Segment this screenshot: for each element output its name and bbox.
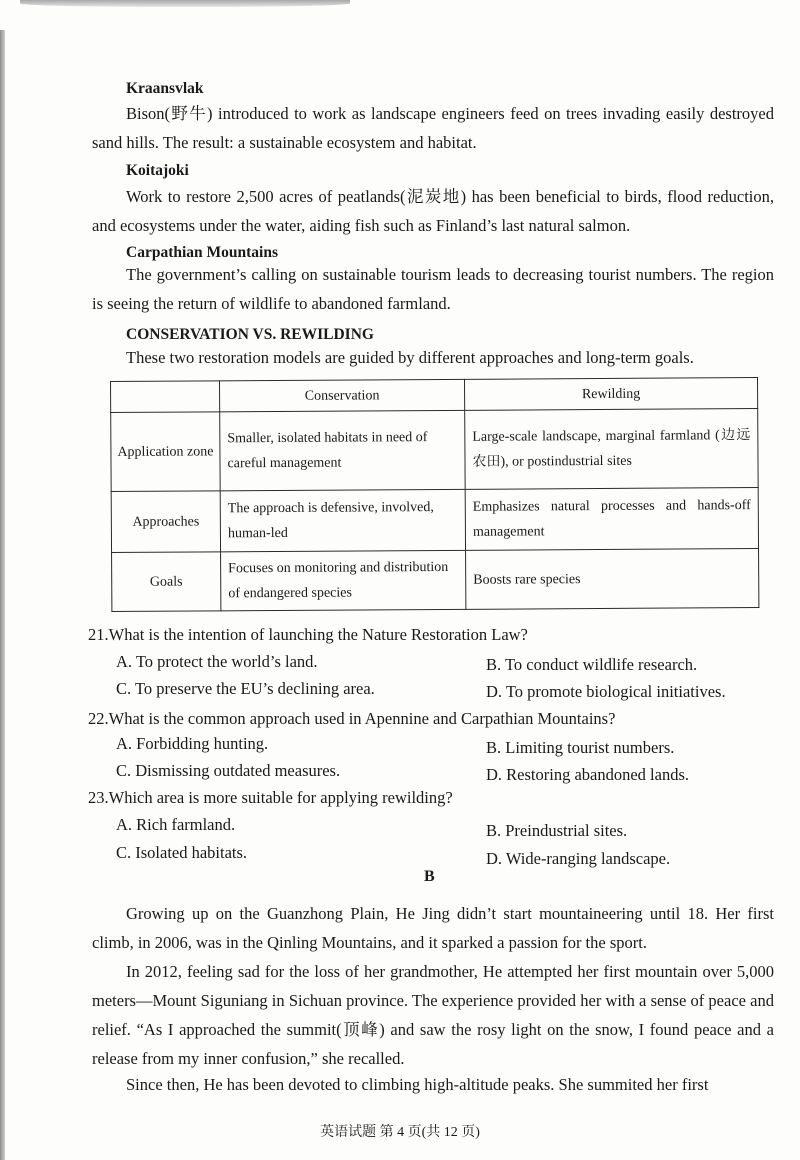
option-23d[interactable]: D. Wide-ranging landscape. [486, 849, 671, 868]
question-number: 23. [88, 788, 109, 807]
cell-rewilding: Large-scale landscape, marginal farmland (边远农田), or postindustrial sites [465, 409, 758, 490]
comparison-table [110, 377, 759, 612]
table-row [111, 488, 758, 553]
passage-b-paragraph-3: Since then, He has been devoted to climbing high-altitude peaks. She summited her first [126, 1075, 709, 1094]
question-21 [88, 625, 528, 645]
option-22d[interactable]: D. Restoring abandoned lands. [486, 765, 690, 784]
table-row [112, 549, 759, 612]
cell-conservation: Focuses on monitoring and distribution of endangered species [221, 550, 466, 610]
option-23c[interactable]: C. Isolated habitats. [116, 843, 248, 862]
heading-kraansvlak: Kraansvlak [126, 80, 204, 97]
table-header-row [111, 378, 758, 413]
heading-comparison: CONSERVATION VS. REWILDING [126, 326, 374, 343]
cell-rewilding: Boosts rare species [466, 549, 759, 610]
option-23a[interactable]: A. Rich farmland. [116, 815, 236, 834]
question-stem: What is the intention of launching the Nature Restoration Law? [108, 625, 528, 644]
question-stem: What is the common approach used in Apennine and Carpathian Mountains? [108, 709, 616, 728]
row-label: Approaches [111, 491, 220, 553]
cell-rewilding: Emphasizes natural processes and hands-off management [465, 488, 758, 551]
option-22a[interactable]: A. Forbidding hunting. [116, 734, 269, 753]
question-23 [88, 788, 453, 808]
option-21a[interactable]: A. To protect the world’s land. [116, 652, 318, 671]
paragraph-kraansvlak: Bison(野牛) introduced to work as landscape engineers feed on trees invading easily destroyed sand hills. The result: a sustainable ecosystem and habitat. [92, 104, 774, 152]
option-22b[interactable]: B. Limiting tourist numbers. [486, 738, 675, 757]
option-22c[interactable]: C. Dismissing outdated measures. [116, 761, 341, 780]
option-21c[interactable]: C. To preserve the EU’s declining area. [116, 679, 375, 698]
row-label: Goals [112, 552, 221, 612]
heading-carpathian: Carpathian Mountains [126, 244, 279, 261]
option-23b[interactable]: B. Preindustrial sites. [486, 821, 628, 840]
row-label: Application zone [111, 412, 220, 492]
table-header-rewilding: Rewilding [464, 378, 757, 411]
table-row [111, 409, 758, 492]
table-header-conservation: Conservation [220, 379, 465, 411]
heading-koitajoki: Koitajoki [126, 162, 189, 179]
question-stem: Which area is more suitable for applying rewilding? [108, 788, 453, 807]
paragraph-comparison-intro: These two restoration models are guided by different approaches and long-term goals. [126, 348, 694, 367]
section-b-label: B [424, 868, 435, 885]
option-21b[interactable]: B. To conduct wildlife research. [486, 655, 698, 674]
passage-b-paragraph-1: Growing up on the Guanzhong Plain, He Jing didn’t start mountaineering until 18. Her first climb, in 2006, was in the Qinling Mountains, and it sparked a passion for the sport. [92, 904, 774, 952]
question-number: 21. [88, 625, 109, 644]
option-21d[interactable]: D. To promote biological initiatives. [486, 682, 726, 701]
question-number: 22. [88, 709, 109, 728]
cell-conservation: Smaller, isolated habitats in need of careful management [220, 410, 465, 490]
passage-b-paragraph-2: In 2012, feeling sad for the loss of her grandmother, He attempted her first mountain over 5,000 meters—Mount Siguniang in Sichuan province. The experience provided her with a sense of peace and relief. “As I approached the summit(顶峰) and saw the rosy light on the snow, I found peace and a release from my inner confusion,” she recalled. [92, 962, 774, 1068]
cell-conservation: The approach is defensive, involved, human-led [220, 489, 465, 551]
page-footer: 英语试题 第 4 页(共 12 页) [320, 1125, 480, 1140]
question-22 [88, 709, 615, 729]
paragraph-carpathian: The government’s calling on sustainable tourism leads to decreasing tourist numbers. The region is seeing the return of wildlife to abandoned farmland. [92, 265, 774, 313]
table-header-empty [111, 381, 220, 413]
paragraph-koitajoki: Work to restore 2,500 acres of peatlands(泥炭地) has been beneficial to birds, flood reduction, and ecosystems under the water, aiding fish such as Finland’s last natural salmon. [92, 187, 774, 235]
